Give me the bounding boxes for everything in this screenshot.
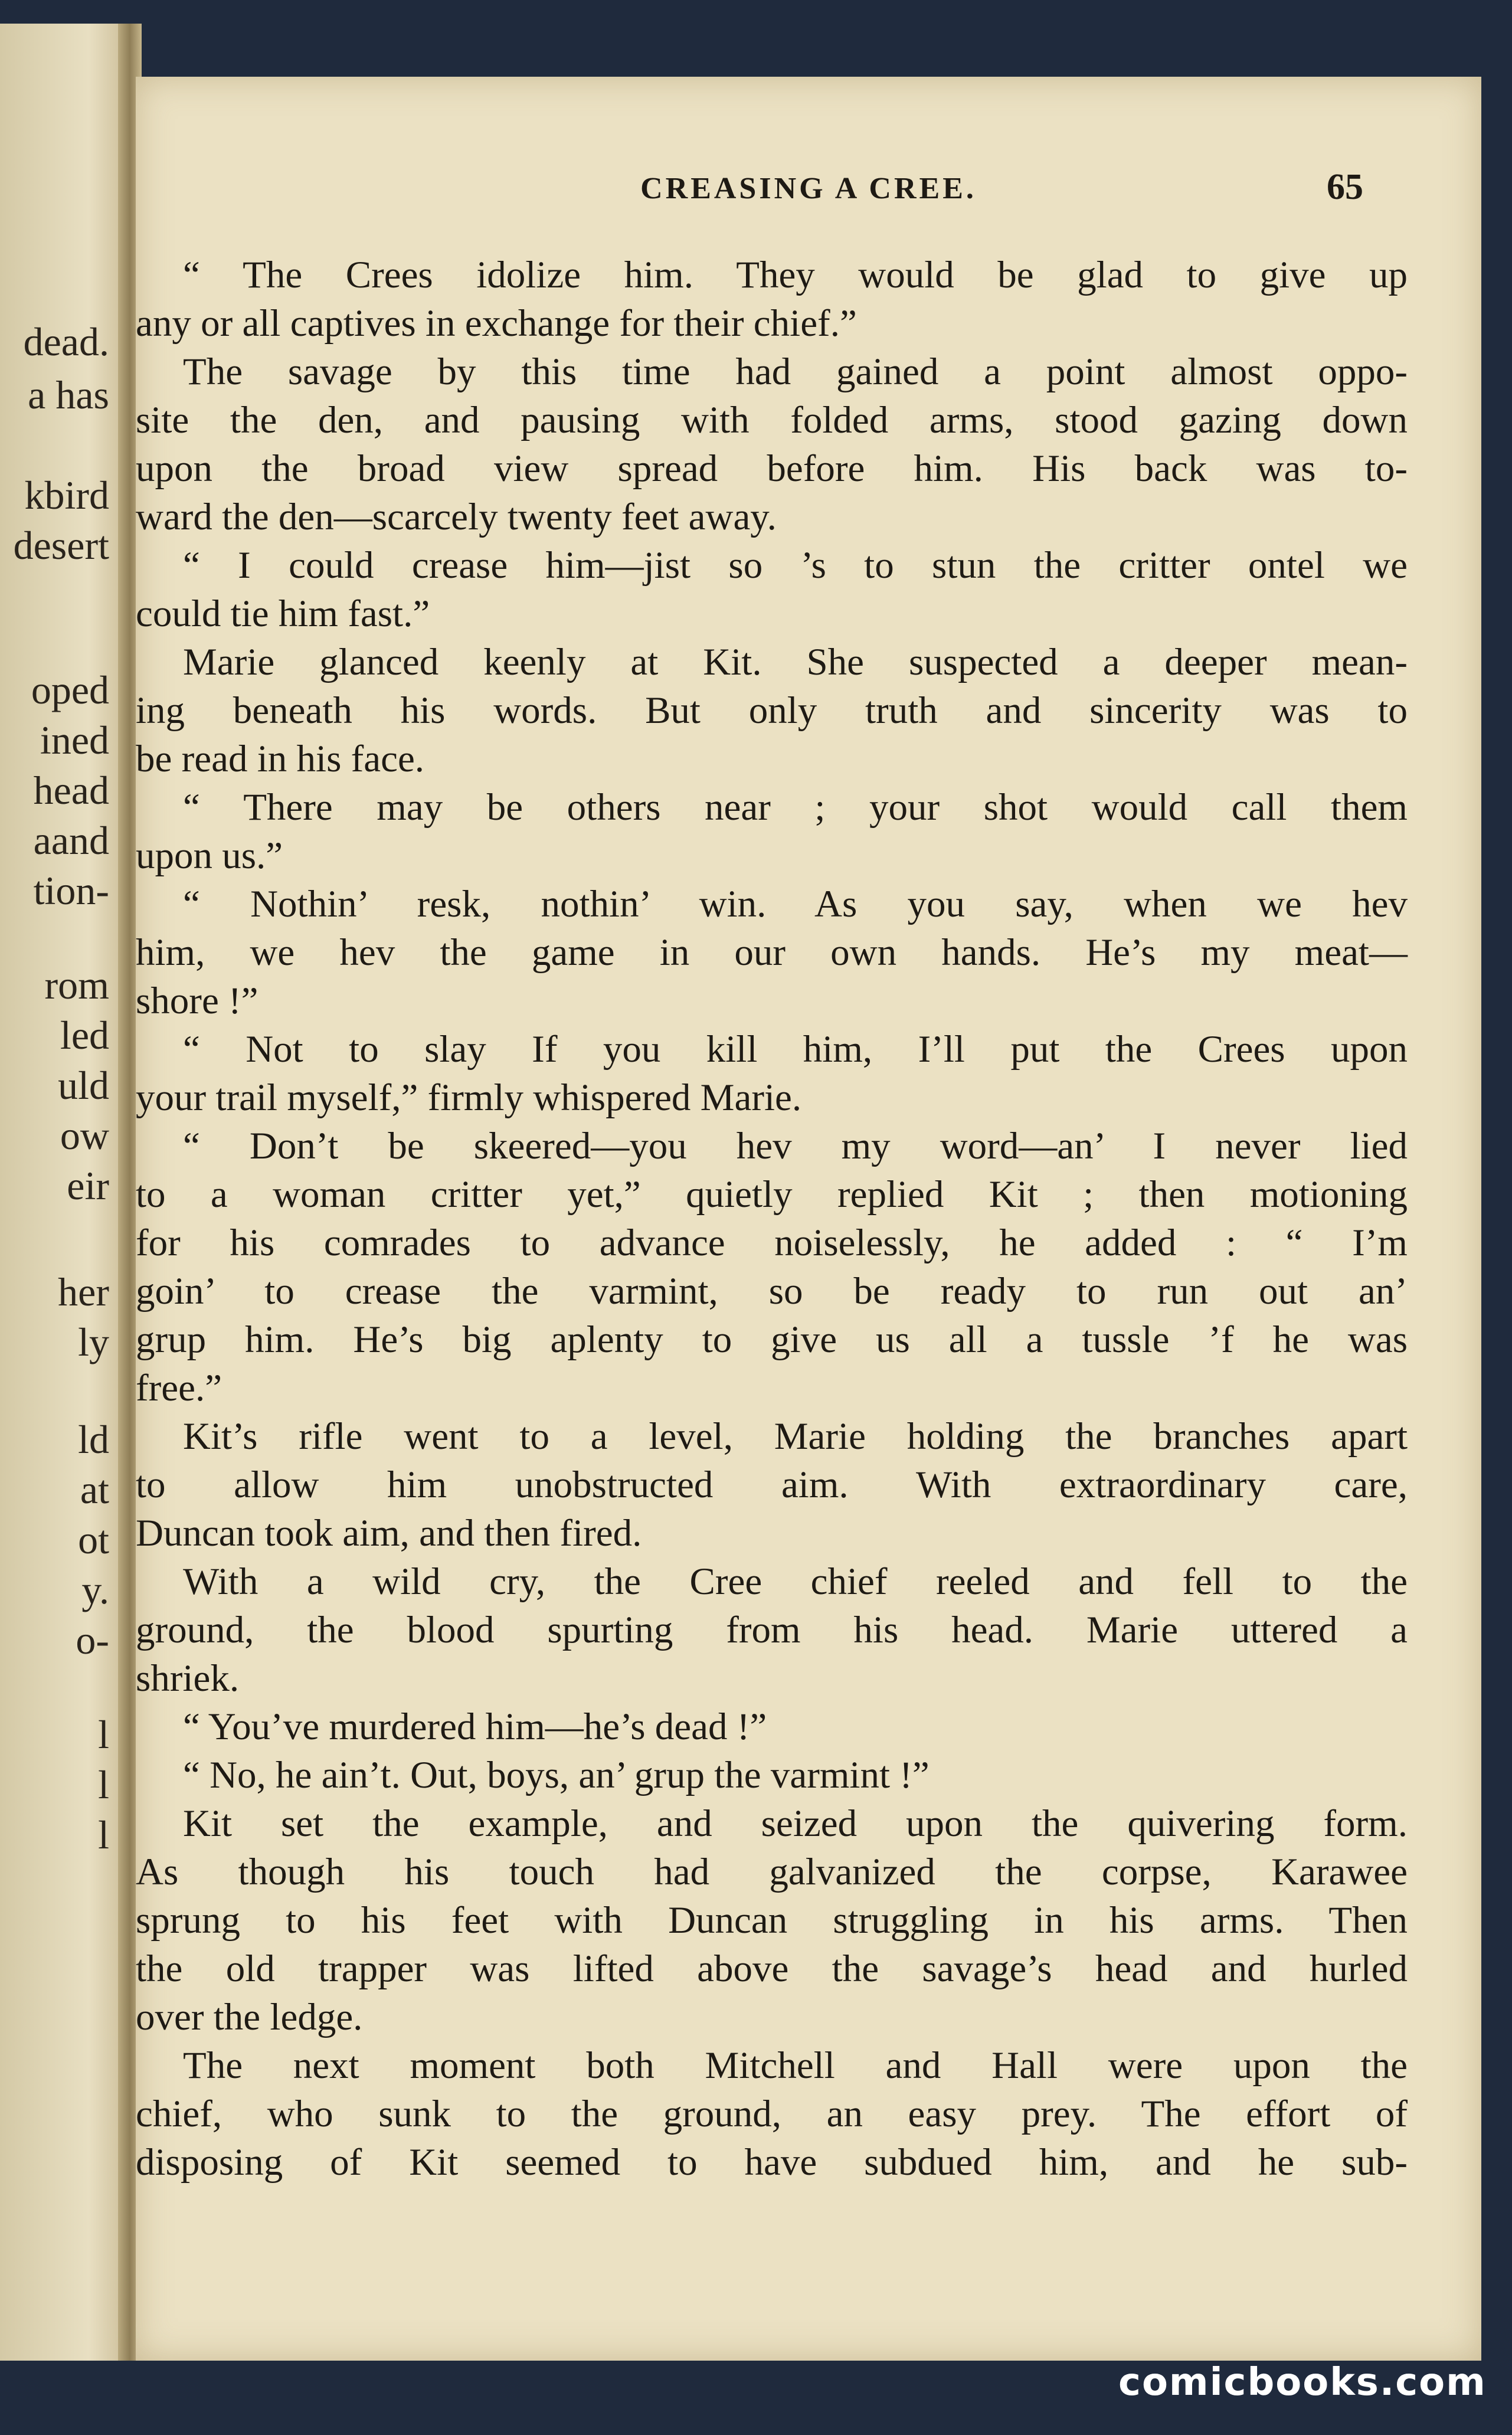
text-line: upon us.” bbox=[136, 834, 283, 877]
text-line: “ No, he ain’t. Out, boys, an’ grup the varmint !” bbox=[183, 1754, 930, 1796]
left-page-edge bbox=[0, 24, 127, 2361]
text-line: ward the den—scarcely twenty feet away. bbox=[136, 496, 777, 538]
left-page-fragment: ot bbox=[78, 1517, 109, 1562]
text-line: ground, the blood spurting from his head. Marie uttered a bbox=[136, 1609, 1408, 1651]
site-watermark: comicbooks.com bbox=[1118, 2361, 1487, 2404]
text-line: free.” bbox=[136, 1367, 222, 1409]
text-line: over the ledge. bbox=[136, 1996, 363, 2038]
text-line: to allow him unobstructed aim. With extraordinary care, bbox=[136, 1464, 1408, 1506]
left-page-fragment: dead. bbox=[23, 319, 109, 364]
left-page-fragment: desert bbox=[13, 523, 109, 568]
text-line: “ You’ve murdered him—he’s dead !” bbox=[183, 1706, 767, 1748]
left-page-fragment: head bbox=[33, 768, 109, 813]
text-line: shore !” bbox=[136, 980, 258, 1022]
text-line: goin’ to crease the varmint, so be ready to run out an’ bbox=[136, 1270, 1408, 1313]
left-page-fragment: l bbox=[98, 1812, 109, 1857]
left-page-fragment: ly bbox=[78, 1320, 109, 1364]
text-line: “ There may be others near ; your shot would call them bbox=[183, 786, 1408, 829]
text-line: him, we hev the game in our own hands. He’s my meat— bbox=[136, 931, 1408, 974]
running-head bbox=[136, 167, 1481, 218]
text-line: Duncan took aim, and then fired. bbox=[136, 1512, 642, 1554]
left-page-fragment: led bbox=[60, 1013, 109, 1058]
text-line: any or all captives in exchange for their chief.” bbox=[136, 302, 857, 345]
text-line: Kit set the example, and seized upon the quivering form. bbox=[183, 1802, 1408, 1845]
text-line: “ Nothin’ resk, nothin’ win. As you say, when we hev bbox=[183, 883, 1408, 925]
left-page-fragment: l bbox=[98, 1762, 109, 1807]
left-page-fragment: tion- bbox=[33, 868, 109, 913]
text-line: could tie him fast.” bbox=[136, 593, 430, 635]
text-line: The next moment both Mitchell and Hall were upon the bbox=[183, 2044, 1408, 2087]
page-number: 65 bbox=[1327, 167, 1363, 207]
text-line: sprung to his feet with Duncan struggling in his arms. Then bbox=[136, 1899, 1408, 1942]
text-line: “ Not to slay If you kill him, I’ll put the Crees upon bbox=[183, 1028, 1408, 1071]
left-page-fragment: ined bbox=[40, 718, 109, 762]
left-page-fragment: y. bbox=[81, 1567, 109, 1612]
text-line: Marie glanced keenly at Kit. She suspected a deeper mean- bbox=[183, 641, 1408, 683]
left-page-fragment: a has bbox=[28, 372, 109, 417]
text-line: the old trapper was lifted above the savage’s head and hurled bbox=[136, 1948, 1408, 1990]
text-line: As though his touch had galvanized the corpse, Karawee bbox=[136, 1851, 1408, 1893]
text-line: Kit’s rifle went to a level, Marie holding the branches apart bbox=[183, 1415, 1408, 1458]
text-line: disposing of Kit seemed to have subdued him, and he sub- bbox=[136, 2141, 1408, 2184]
text-line: for his comrades to advance noiselessly, he added : “ I’m bbox=[136, 1222, 1408, 1264]
text-line: The savage by this time had gained a point almost oppo- bbox=[183, 351, 1408, 393]
left-page-fragment: aand bbox=[33, 818, 109, 863]
text-line: “ The Crees idolize him. They would be glad to give up bbox=[183, 254, 1408, 296]
left-page-fragment: at bbox=[80, 1467, 109, 1512]
text-line: ing beneath his words. But only truth and sincerity was to bbox=[136, 689, 1408, 732]
left-page-fragment: o- bbox=[76, 1618, 109, 1662]
text-line: “ Don’t be skeered—you hev my word—an’ I never lied bbox=[183, 1125, 1408, 1167]
text-line: With a wild cry, the Cree chief reeled and fell to the bbox=[183, 1560, 1408, 1603]
left-page-fragment: uld bbox=[58, 1063, 109, 1108]
left-page-fragment: ow bbox=[60, 1113, 109, 1158]
left-page-fragment: l bbox=[98, 1712, 109, 1757]
left-page-fragment: oped bbox=[31, 667, 109, 712]
chapter-title: CREASING A CREE. bbox=[640, 172, 977, 205]
left-page-fragment: eir bbox=[67, 1163, 109, 1208]
text-line: your trail myself,” firmly whispered Marie. bbox=[136, 1076, 802, 1119]
left-page-fragment: rom bbox=[44, 963, 109, 1007]
book-page bbox=[136, 77, 1481, 2361]
text-line: grup him. He’s big aplenty to give us all a tussle ’f he was bbox=[136, 1318, 1408, 1361]
text-line: chief, who sunk to the ground, an easy prey. The effort of bbox=[136, 2093, 1408, 2135]
text-line: site the den, and pausing with folded arms, stood gazing down bbox=[136, 399, 1408, 441]
left-page-fragment: her bbox=[58, 1269, 109, 1314]
left-page-fragment: kbird bbox=[24, 473, 109, 518]
left-page-fragment: ld bbox=[78, 1417, 109, 1462]
text-line: upon the broad view spread before him. His back was to- bbox=[136, 447, 1408, 490]
text-line: to a woman critter yet,” quietly replied Kit ; then motioning bbox=[136, 1173, 1408, 1216]
text-line: “ I could crease him—jist so ’s to stun the critter ontel we bbox=[183, 544, 1408, 587]
text-line: shriek. bbox=[136, 1657, 240, 1700]
text-line: be read in his face. bbox=[136, 738, 425, 780]
